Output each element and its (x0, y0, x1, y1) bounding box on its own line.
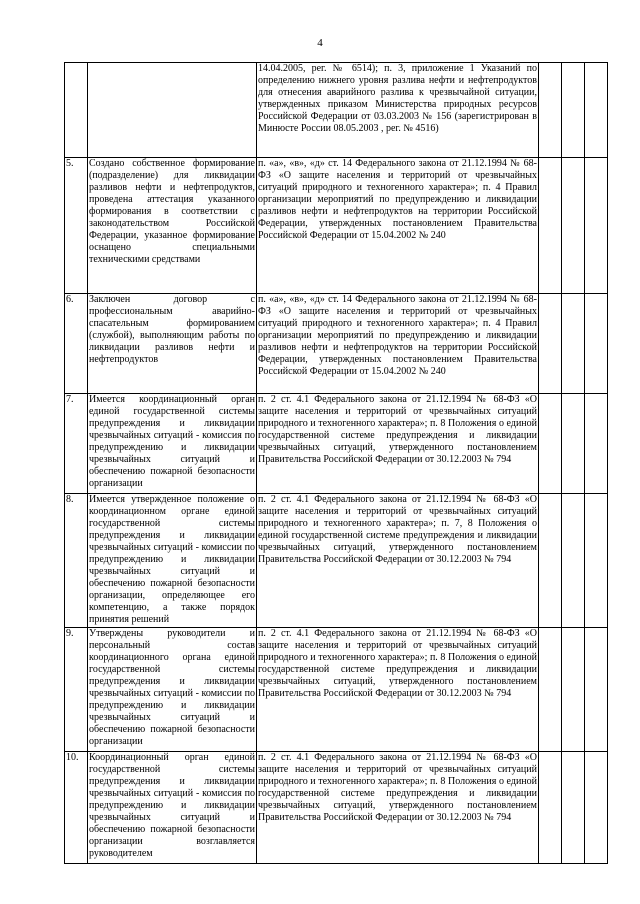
legal-reference-cell: п. 2 ст. 4.1 Федерального закона от 21.12.1994 № 68-ФЗ «О защите населения и территорий от чрезвычайных ситуаций природного и техногенного характера»; п. 7, 8 Положения о единой государственной системе предупреждения и ликвидации чрезвычайных ситуаций, утвержденного постановлением Правительства Российской Федерации от 30.12.2003 № 794 (257, 494, 539, 628)
requirement-cell: Имеется координационный орган единой государственной системы предупреждения и ликвидации чрезвычайных ситуаций - комиссия по предупреждению и ликвидации чрезвычайных ситуаций и обеспечению пожарной безопасности организации (88, 394, 257, 494)
requirement-cell: Имеется утвержденное положение о координационном органе единой государственной системы предупреждения и ликвидации чрезвычайных ситуаций - комиссии по предупреждению и ликвидации чрезвычайных ситуаций и обеспечению пожарной безопасности организации, определяющее его компетенцию, а также порядок принятия решений (88, 494, 257, 628)
answer-na-cell[interactable] (585, 158, 608, 294)
checklist-table (64, 62, 608, 864)
answer-yes-cell[interactable] (539, 628, 562, 752)
legal-reference-cell: п. 2 ст. 4.1 Федерального закона от 21.12.1994 № 68-ФЗ «О защите населения и территорий от чрезвычайных ситуаций природного и техногенного характера»; п. 8 Положения о единой государственной системе предупреждения и ликвидации чрезвычайных ситуаций, утвержденного постановлением Правительства Российской Федерации от 30.12.2003 № 794 (257, 752, 539, 864)
answer-yes-cell[interactable] (539, 294, 562, 394)
page-number: 4 (317, 37, 323, 49)
answer-no-cell[interactable] (562, 63, 585, 158)
legal-reference-cell: п. «а», «в», «д» ст. 14 Федерального закона от 21.12.1994 № 68-ФЗ «О защите населения и территорий от чрезвычайных ситуаций природного и техногенного характера»; п. 4 Правил организации мероприятий по предупреждению и ликвидации разливов нефти и нефтепродуктов на территории Российской Федерации, утвержденных постановлением Правительства Российской Федерации от 15.04.2002 № 240 (257, 294, 539, 394)
requirement-cell: Координационный орган единой государственной системы предупреждения и ликвидации чрезвычайных ситуаций - комиссия по предупреждению и ликвидации чрезвычайных ситуаций и обеспечению пожарной безопасности организации возглавляется руководителем (88, 752, 257, 864)
answer-no-cell[interactable] (562, 294, 585, 394)
legal-reference-cell: 14.04.2005, рег. № 6514); п. 3, приложение 1 Указаний по определению нижнего уровня разлива нефти и нефтепродуктов для отнесения аварийного разлива к чрезвычайной ситуации, утвержденных приказом Министерства природных ресурсов Российской Федерации от 03.03.2003 № 156 (зарегистрирован в Минюсте России 08.05.2003 , рег. № 4516) (257, 63, 539, 158)
row-number: 5. (65, 158, 88, 294)
answer-na-cell[interactable] (585, 294, 608, 394)
answer-yes-cell[interactable] (539, 63, 562, 158)
answer-no-cell[interactable] (562, 158, 585, 294)
answer-yes-cell[interactable] (539, 494, 562, 628)
table-row (65, 394, 608, 494)
answer-yes-cell[interactable] (539, 752, 562, 864)
table-row (65, 494, 608, 628)
table-row (65, 158, 608, 294)
row-number: 10. (65, 752, 88, 864)
answer-no-cell[interactable] (562, 394, 585, 494)
requirement-cell: Заключен договор с профессиональным аварийно-спасательным формированием (службой), выполняющим работы по ликвидации разливов нефти и нефтепродуктов (88, 294, 257, 394)
table-row (65, 63, 608, 158)
answer-na-cell[interactable] (585, 752, 608, 864)
table-row (65, 628, 608, 752)
legal-reference-cell: п. 2 ст. 4.1 Федерального закона от 21.12.1994 № 68-ФЗ «О защите населения и территорий от чрезвычайных ситуаций природного и техногенного характера»; п. 8 Положения о единой государственной системе предупреждения и ликвидации чрезвычайных ситуаций, утвержденного постановлением Правительства Российской Федерации от 30.12.2003 № 794 (257, 394, 539, 494)
answer-na-cell[interactable] (585, 394, 608, 494)
answer-na-cell[interactable] (585, 63, 608, 158)
row-number: 9. (65, 628, 88, 752)
requirement-cell (88, 63, 257, 158)
row-number: 8. (65, 494, 88, 628)
answer-no-cell[interactable] (562, 494, 585, 628)
answer-yes-cell[interactable] (539, 394, 562, 494)
answer-no-cell[interactable] (562, 752, 585, 864)
answer-na-cell[interactable] (585, 628, 608, 752)
legal-reference-cell: п. 2 ст. 4.1 Федерального закона от 21.12.1994 № 68-ФЗ «О защите населения и территорий от чрезвычайных ситуаций природного и техногенного характера»; п. 8 Положения о единой государственной системе предупреждения и ликвидации чрезвычайных ситуаций, утвержденного постановлением Правительства Российской Федерации от 30.12.2003 № 794 (257, 628, 539, 752)
requirement-cell: Утверждены руководители и персональный состав координационного органа единой государственной системы предупреждения и ликвидации чрезвычайных ситуаций - комиссии по предупреждению и ликвидации чрезвычайных ситуаций и обеспечению пожарной безопасности организации (88, 628, 257, 752)
answer-yes-cell[interactable] (539, 158, 562, 294)
row-number: 6. (65, 294, 88, 394)
legal-reference-cell: п. «а», «в», «д» ст. 14 Федерального закона от 21.12.1994 № 68-ФЗ «О защите населения и территорий от чрезвычайных ситуаций природного и техногенного характера»; п. 4 Правил организации мероприятий по предупреждению и ликвидации разливов нефти и нефтепродуктов на территории Российской Федерации, утвержденных постановлением Правительства Российской Федерации от 15.04.2002 № 240 (257, 158, 539, 294)
row-number: 7. (65, 394, 88, 494)
answer-no-cell[interactable] (562, 628, 585, 752)
row-number (65, 63, 88, 158)
table-row (65, 294, 608, 394)
answer-na-cell[interactable] (585, 494, 608, 628)
requirement-cell: Создано собственное формирование (подразделение) для ликвидации разливов нефти и нефтепродуктов, проведена аттестация указанного формирования в соответствии с законодательством Российской Федерации, указанное формирование оснащено специальными техническими средствами (88, 158, 257, 294)
table-row (65, 752, 608, 864)
